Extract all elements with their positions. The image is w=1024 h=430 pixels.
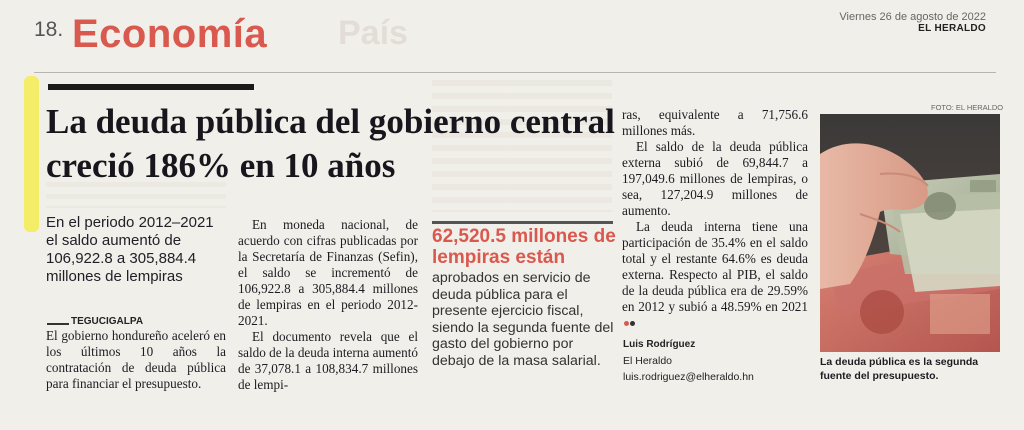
article-column-1: [46, 328, 226, 392]
headline-bar: [48, 84, 254, 90]
article-column-4: [622, 107, 808, 331]
section-title: Economía: [72, 12, 268, 56]
byline-email: luis.rodriguez@elheraldo.hn: [623, 371, 754, 383]
end-mark-icon: [630, 321, 635, 326]
deck-subtitle: En el periodo 2012–2021 el saldo aumentó de 106,922.8 a 305,884.4 millones de lempiras: [46, 214, 214, 285]
end-mark-icon: [624, 321, 629, 326]
header-divider: [34, 72, 996, 73]
paragraph: En moneda nacional, de acuerdo con cifras publicadas por la Secretaría de Finanzas (Sefin), el saldo se incrementó de 106,922.8 a 305,884.4 millones de lempiras en el periodo 2012-2021.: [238, 217, 418, 328]
paragraph: ras, equivalente a 71,756.6 millones más.: [622, 107, 808, 138]
dateline-rule: [47, 323, 69, 325]
byline-author: Luis Rodríguez: [623, 339, 696, 350]
bleed-through-section-title: País: [338, 14, 408, 52]
paragraph: [622, 219, 808, 331]
headline: La deuda pública del gobierno central creció 186% en 10 años: [46, 102, 615, 185]
pull-quote-text: aprobados en servicio de deuda pública para el presente ejercicio fiscal, siendo la segunda fuente del gasto del gobierno por debajo de la masa salarial.: [432, 270, 614, 369]
byline-outlet: El Heraldo: [623, 355, 673, 367]
page-number: 18.: [34, 18, 64, 41]
pull-quote-figure: 62,520.5 millones de lempiras están: [432, 226, 616, 268]
article-column-2: [238, 217, 418, 393]
paragraph: El gobierno hondureño aceleró en los últimos 10 años la contratación de deuda pública para financiar el presupuesto.: [46, 328, 226, 391]
dateline: TEGUCIGALPA: [71, 316, 144, 327]
newspaper-name: EL HERALDO: [918, 23, 986, 34]
pull-quote-bar: [432, 221, 613, 224]
paragraph: El documento revela que el saldo de la deuda interna aumentó de 37,078.1 a 108,834.7 millones de lempi-: [238, 329, 418, 392]
paragraph: El saldo de la deuda pública externa subió de 69,844.7 a 197,049.6 millones de lempiras, o sea, 127,204.9 millones de aumento.: [622, 139, 808, 218]
paragraph-text: La deuda interna tiene una participación de 35.4% en el saldo total y el restante 64.6% es deuda externa. Respecto al PIB, el saldo de la deuda pública era de 29.59% en 2012 y subió a 48.59% en 2021: [622, 219, 808, 314]
publication-date: Viernes 26 de agosto de 2022: [839, 11, 986, 23]
highlighter-mark: [24, 76, 39, 232]
photo-credit: FOTO: EL HERALDO: [931, 103, 1004, 112]
banknotes-photo: [820, 114, 1000, 352]
photo-caption: La deuda pública es la segunda fuente del presupuesto.: [820, 356, 979, 382]
